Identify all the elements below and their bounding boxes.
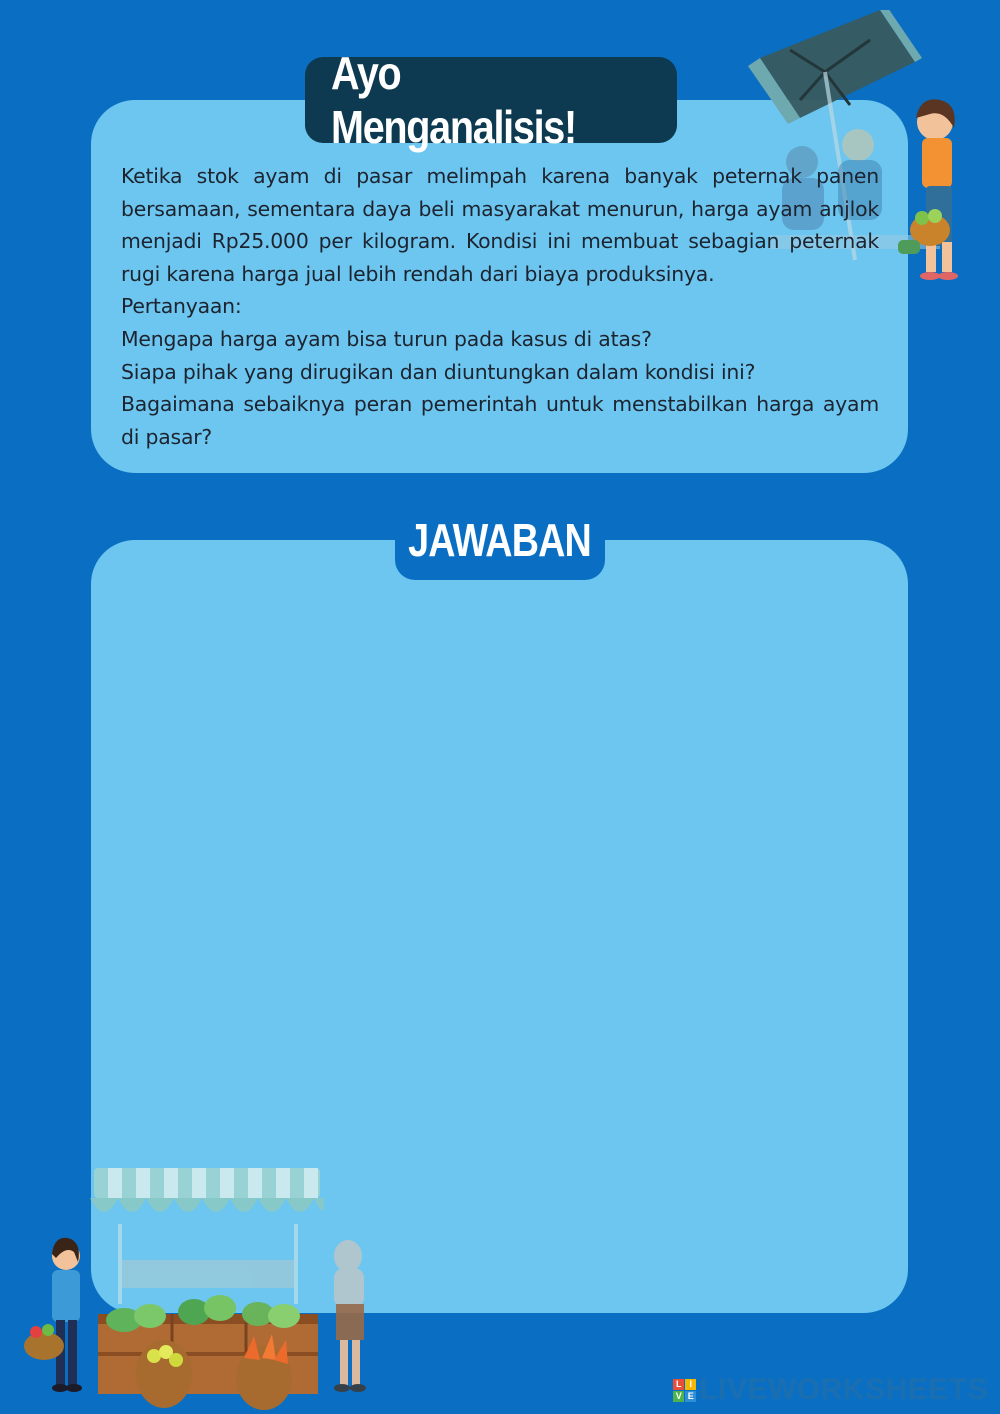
liveworksheets-watermark — [673, 1372, 988, 1408]
case-paragraph: Ketika stok ayam di pasar melimpah karena banyak peternak panen bersamaan, sementara daya beli masyarakat menurun, harga ayam anjlok menjadi Rp25.000 per kilogram. Kondisi ini membuat sebagian peternak rugi karena harga jual lebih rendah dari biaya produksinya. — [121, 164, 879, 286]
question-item-1: Mengapa harga ayam bisa turun pada kasus di atas? — [121, 326, 652, 351]
answer-title-text: JAWABAN — [408, 514, 592, 566]
page-title — [305, 47, 677, 153]
logo-letter-l: L — [673, 1379, 684, 1390]
watermark-text: LIVEWORKSHEETS — [699, 1373, 988, 1406]
answer-title — [395, 500, 605, 580]
question-text-block — [121, 160, 879, 453]
question-item-3: Bagaimana sebaiknya peran pemerintah untuk menstabilkan harga ayam di pasar? — [121, 392, 879, 449]
liveworksheets-logo-icon — [673, 1379, 696, 1402]
logo-letter-v: V — [673, 1391, 684, 1402]
page-title-text: Ayo Menganalisis! — [331, 47, 576, 153]
logo-letter-i: I — [685, 1379, 696, 1390]
question-item-2: Siapa pihak yang dirugikan dan diuntungkan dalam kondisi ini? — [121, 359, 756, 384]
market-stall-illustration — [12, 1164, 392, 1412]
questions-label: Pertanyaan: — [121, 294, 242, 319]
logo-letter-e: E — [685, 1391, 696, 1402]
